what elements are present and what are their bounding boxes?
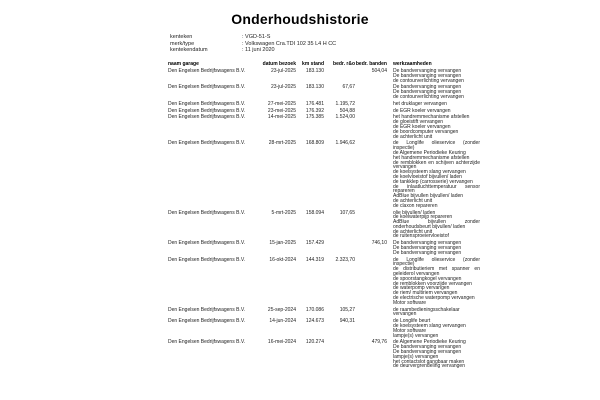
cell-garage: Den Engelsen Bedrijfswagens B.V. [168,114,246,121]
werk-item: de raambedieningsschakelaar vervangen [393,306,460,318]
cell-garage: Den Engelsen Bedrijfswagens B.V. [168,318,246,325]
col-header-datum-bezoek: datum bezoek [262,61,296,67]
cell-werkzaamheden [387,258,480,306]
cell-datum-bezoek: 23-jul-2025 [270,84,296,91]
info-value: : 11 juni 2020 [242,47,275,54]
werk-item: De bandvervanging vervangen [393,84,462,91]
werk-item: de koelsysteem slang vervangen [393,169,466,176]
werk-item: de Longlife beurt [393,318,431,325]
cell-bedr-banden: 504,04 [371,67,387,74]
cell-bedr-ro: 2.323,70 [335,256,355,263]
info-row-kenteken [170,34,336,41]
werk-item: de achterlicht unit [393,133,433,140]
werk-item: De bandvervanging vervangen [393,344,462,351]
info-label: kentekendatum [170,47,208,54]
cell-datum-bezoek: 28-mrt-2025 [268,140,296,147]
werk-item: de gloeistift vervangen [393,119,444,126]
col-header-naam-garage: naam garage [168,61,199,67]
werk-item: de EGR koeler vervangen [393,107,451,114]
cell-garage: Den Engelsen Bedrijfswagens B.V. [168,339,246,346]
col-header-km-stand: km stand [302,61,324,67]
werk-item: lampje(s) vervangen [393,332,439,339]
cell-garage: Den Engelsen Bedrijfswagens B.V. [168,107,246,114]
werk-item: de achterlicht unit [393,197,433,204]
werk-item: de spoorstangkogel vervangen [393,275,462,282]
werk-item: de ruitensproeiervloeistof [393,233,449,240]
col-header-werkzaamheden: werkzaamheden [393,61,432,67]
cell-werkzaamheden [387,340,480,369]
cell-garage: Den Engelsen Bedrijfswagens B.V. [168,306,246,313]
cell-werkzaamheden [387,319,480,338]
cell-km-stand: 170.086 [305,306,324,313]
table-row [168,209,480,240]
cell-bedr-ro: 67,67 [342,84,355,91]
werk-item: De bandvervanging vervangen [393,249,462,256]
werk-item: de contourverlichting vervangen [393,93,464,100]
werk-item: de achterlicht unit [393,228,433,235]
werk-item: de distributieriem met spanner en geleiderol vervangen [393,266,480,278]
table-row [168,102,468,107]
cell-werkzaamheden [387,69,480,83]
werk-item: De bandvervanging vervangen [393,89,462,96]
cell-werkzaamheden [387,141,480,208]
cell-bedr-ro: 1.524,00 [335,114,355,121]
cell-km-stand: 175.385 [305,114,324,121]
table-row [168,319,468,338]
cell-bedr-ro: 1.946,62 [335,140,355,147]
info-row-kentekendatum [170,47,336,54]
cell-datum-bezoek: 16-mei-2024 [267,339,296,346]
cell-bedr-ro: 940,31 [339,318,355,325]
cell-garage: Den Engelsen Bedrijfswagens B.V. [168,209,246,216]
cell-datum-bezoek: 27-mei-2025 [267,100,296,107]
werk-item: AdBlue bijvullen bijvullen/ laden [393,193,464,200]
table-row [168,256,480,306]
info-row-merktype [170,41,336,48]
cell-km-stand: 157.429 [305,240,324,247]
werk-item: de koelwaterpijp repareren [393,214,453,221]
werk-item: de deurvergrendeling vervangen [393,363,465,370]
cell-werkzaamheden [387,85,480,99]
werk-item: de waterpomp vervangen [393,285,450,292]
werk-item: de EGR koeler vervangen [393,123,451,130]
cell-garage: Den Engelsen Bedrijfswagens B.V. [168,67,246,74]
cell-werkzaamheden [387,109,480,114]
werk-item: de contourverlichting vervangen [393,77,464,84]
werk-item: de remblokken voorzijde vervangen [393,280,472,287]
werk-item: Motor software [393,299,427,306]
werk-item: de koelvloeistof bijvullen/ laden [393,173,462,180]
werk-item: de inlaatluchttemperatuur sensor repareren [393,183,480,195]
werk-item: het handremmechanisme afstellen [393,154,470,161]
cell-bedr-ro: 107,65 [339,209,355,216]
table-body [168,67,480,370]
cell-datum-bezoek: 16-okt-2024 [269,256,296,263]
werk-item: de Algemene Periodieke Keuring [393,149,466,156]
info-value: : Volkswagen Cra.TDI 102 35 L4 H CC [242,40,337,47]
cell-garage: Den Engelsen Bedrijfswagens B.V. [168,84,246,91]
cell-km-stand: 176.481 [305,100,324,107]
werk-item: de koelsysteem slang vervangen [393,323,466,330]
cell-km-stand: 183.130 [305,84,324,91]
werk-item: olie bijvullen/ laden [393,209,436,216]
werk-item: het druklager vervangen [393,100,447,107]
table-row [168,109,468,114]
cell-werkzaamheden [387,308,480,318]
werk-item: de Longlife olieservice (zonder inspectie) [393,256,480,268]
cell-datum-bezoek: 25-sep-2024 [267,306,296,313]
werk-item: de electrische waterpomp vervangen [393,295,475,302]
info-value: : VGD-51-S [242,34,271,40]
info-label: merk/type [170,40,195,47]
cell-bedr-ro: 105,27 [339,306,355,313]
col-header-bedr-banden: bedr. banden [355,61,387,67]
table-row [168,308,468,318]
werk-item: de remblokken en schijven achterzijde vervangen [393,159,480,171]
werk-item: het contactslot gangbaar maken [393,358,465,365]
table-row [168,69,468,83]
table-header-row [168,62,468,67]
cell-datum-bezoek: 14-jun-2024 [269,318,296,325]
cell-garage: Den Engelsen Bedrijfswagens B.V. [168,240,246,247]
werk-item: de tankklep (carrosserie) vervangen [393,178,473,185]
cell-datum-bezoek: 5-mrt-2025 [271,209,296,216]
cell-werkzaamheden [387,102,480,107]
cell-km-stand: 158.094 [305,209,324,216]
cell-km-stand: 183.130 [305,67,324,74]
cell-datum-bezoek: 23-mei-2025 [267,107,296,114]
table-row [168,115,468,139]
cell-bedr-banden: 746,10 [371,240,387,247]
cell-km-stand: 124.673 [305,318,324,325]
table-row [168,340,468,369]
werk-item: de Algemene Periodieke Keuring [393,339,466,346]
table-row [168,85,468,99]
cell-bedr-banden: 479,76 [371,339,387,346]
werk-item: Motor software [393,327,427,334]
cell-km-stand: 144.319 [305,256,324,263]
cell-km-stand: 168.809 [305,140,324,147]
cell-bedr-ro: 1.195,72 [335,100,355,107]
cell-datum-bezoek: 15-jan-2025 [269,240,296,247]
cell-datum-bezoek: 23-jul-2025 [270,67,296,74]
werk-item: De bandvervanging vervangen [393,349,462,356]
cell-werkzaamheden [387,115,480,139]
cell-garage: Den Engelsen Bedrijfswagens B.V. [168,100,246,107]
page-title: Onderhoudshistorie [231,11,369,27]
werk-item: de Longlife olieservice (zonder inspectie) [393,140,480,152]
werk-item: AdBlue bijvullen zonder onderhoudsbeurt bijvullen/ laden [393,219,480,230]
werk-item: de claxon repareren [393,202,438,209]
info-label: kenteken [170,34,193,40]
cell-werkzaamheden [387,211,480,240]
werk-item: de riem/ multiriem vervangen [393,290,458,297]
col-header-bedr-ro: bedr. r&o [333,61,355,67]
table-row [168,241,468,255]
table-row [168,140,480,209]
maintenance-history-table [168,61,480,371]
vehicle-info-block [170,34,336,54]
cell-bedr-ro: 504,88 [339,107,355,114]
cell-garage: Den Engelsen Bedrijfswagens B.V. [168,256,246,263]
werk-item: de boordcomputer vervangen [393,128,459,135]
cell-datum-bezoek: 14-mei-2025 [267,114,296,121]
werk-item: De bandvervanging vervangen [393,72,462,79]
werk-item: De bandvervanging vervangen [393,67,462,74]
werk-item: De bandvervanging vervangen [393,245,462,252]
cell-garage: Den Engelsen Bedrijfswagens B.V. [168,140,246,147]
cell-km-stand: 176.392 [305,107,324,114]
werk-item: De bandvervanging vervangen [393,240,462,247]
werk-item: lampje(s) vervangen [393,353,439,360]
werk-item: het handremmechanisme afstellen [393,114,470,121]
cell-km-stand: 120.274 [305,339,324,346]
cell-werkzaamheden [387,241,480,255]
